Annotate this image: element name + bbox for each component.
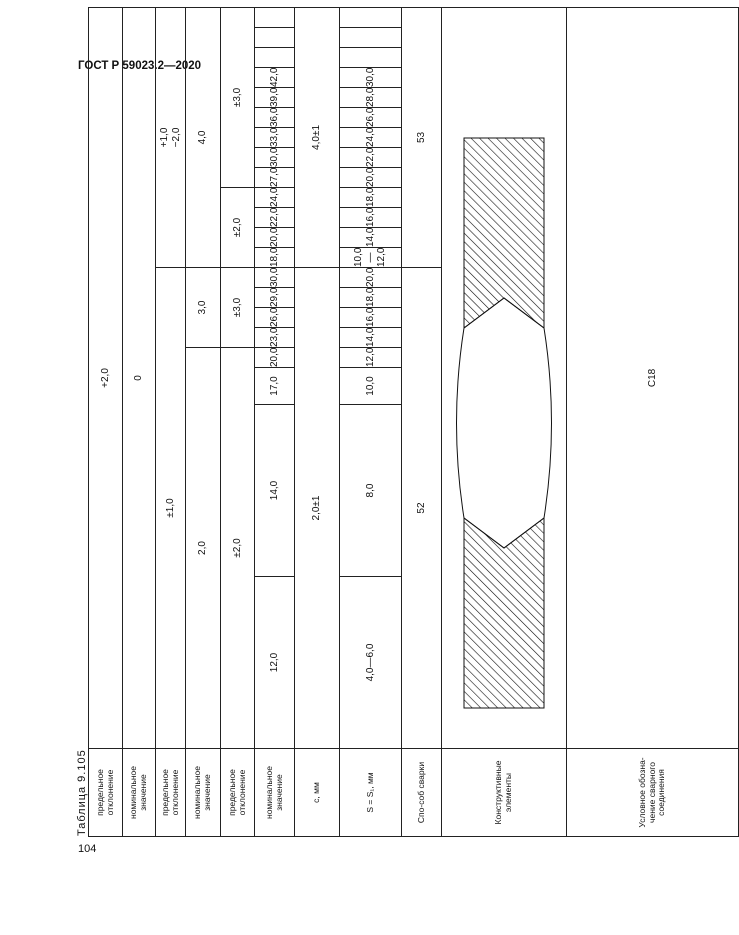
thickness-value: 14,0 <box>340 228 402 248</box>
thickness-value: 24,0 <box>340 128 402 148</box>
table-frame <box>88 67 667 837</box>
g-deviation-53: +1,0 −2,0 <box>156 7 186 267</box>
e-value: 18,0 <box>255 248 295 268</box>
e-deviation-52b: ±3,0 <box>221 268 255 348</box>
g-nominal-53: 4,0 <box>186 7 221 267</box>
thickness-header: S = S₁, мм <box>340 749 402 837</box>
weld-cross-section-drawing <box>444 98 564 748</box>
e-deviation-53b: ±3,0 <box>221 7 255 187</box>
table-caption: Таблица 9.105 <box>76 749 88 836</box>
thickness-value: 20,0 <box>340 168 402 188</box>
g-deviation-header: предельное отклонение <box>156 749 186 837</box>
e-deviation-52a: ±2,0 <box>221 348 255 749</box>
e-value: 29,0 <box>255 288 295 308</box>
weld-plate-right <box>464 138 544 328</box>
e-value: 22,0 <box>255 208 295 228</box>
e-value: 20,0 <box>255 348 295 368</box>
weld-diagram-cell <box>442 7 567 748</box>
g-nominal-52b: 3,0 <box>186 268 221 348</box>
e-nominal-row <box>255 7 295 836</box>
weld-joint-table <box>88 7 739 837</box>
structural-elements-header: Конструктивные элементы <box>442 749 567 837</box>
thickness-value: 8,0 <box>340 405 402 577</box>
e-value: 14,0 <box>255 405 295 577</box>
e-value: 30,0 <box>255 148 295 168</box>
thickness-value: 14,0 <box>340 328 402 348</box>
thickness-value: 18,0 <box>340 188 402 208</box>
method-header: Спо-соб сварки <box>402 749 442 837</box>
b-nominal-header: номинальное значение <box>123 749 156 837</box>
e-value: 36,0 <box>255 108 295 128</box>
document-header: ГОСТ Р 59023.2—2020 <box>78 60 202 72</box>
g-nominal-header: номинальное значение <box>186 749 221 837</box>
e-value: 27,0 <box>255 168 295 188</box>
b-deviation-value: +2,0 <box>89 7 123 748</box>
thickness-value: 16,0 <box>340 208 402 228</box>
e-value: 17,0 <box>255 368 295 405</box>
thickness-value: 4,0—6,0 <box>340 577 402 749</box>
b-nominal-value: 0 <box>123 7 156 748</box>
thickness-value: 20,0 <box>340 268 402 288</box>
weld-plate-left <box>464 518 544 708</box>
thickness-value: 22,0 <box>340 148 402 168</box>
c-value-52: 2,0±1 <box>295 268 340 749</box>
e-value: 33,0 <box>255 128 295 148</box>
thickness-value: 10,0—12,0 <box>340 248 402 268</box>
g-deviation-52: ±1,0 <box>156 268 186 749</box>
e-value: 30,0 <box>255 268 295 288</box>
g-nominal-52a: 2,0 <box>186 348 221 749</box>
e-value: 20,0 <box>255 228 295 248</box>
e-deviation-header: предельное отклонение <box>221 749 255 837</box>
e-deviation-53a: ±2,0 <box>221 188 255 268</box>
thickness-value: 18,0 <box>340 288 402 308</box>
method-53: 53 <box>402 7 442 267</box>
designation-value: С18 <box>567 7 739 748</box>
e-value: 12,0 <box>255 577 295 749</box>
designation-header: Условное обозна-чение сварного соединения <box>567 749 739 837</box>
e-value: 24,0 <box>255 188 295 208</box>
thickness-row <box>340 7 402 836</box>
thickness-value: 12,0 <box>340 348 402 368</box>
page-number: 104 <box>78 843 97 855</box>
thickness-value: 28,0 <box>340 88 402 108</box>
weld-seam-outline <box>457 298 552 548</box>
thickness-value: 16,0 <box>340 308 402 328</box>
thickness-value: 10,0 <box>340 368 402 405</box>
thickness-value: 26,0 <box>340 108 402 128</box>
c-value-53: 4,0±1 <box>295 7 340 267</box>
e-value: 42,0 <box>255 68 295 88</box>
thickness-value: 30,0 <box>340 68 402 88</box>
e-value: 26,0 <box>255 308 295 328</box>
method-52: 52 <box>402 268 442 749</box>
e-nominal-header: номинальное значение <box>255 749 295 837</box>
e-value: 39,0 <box>255 88 295 108</box>
e-value: 23,0 <box>255 328 295 348</box>
b-deviation-header: предельное отклонение <box>89 749 123 837</box>
c-header: c, мм <box>295 749 340 837</box>
